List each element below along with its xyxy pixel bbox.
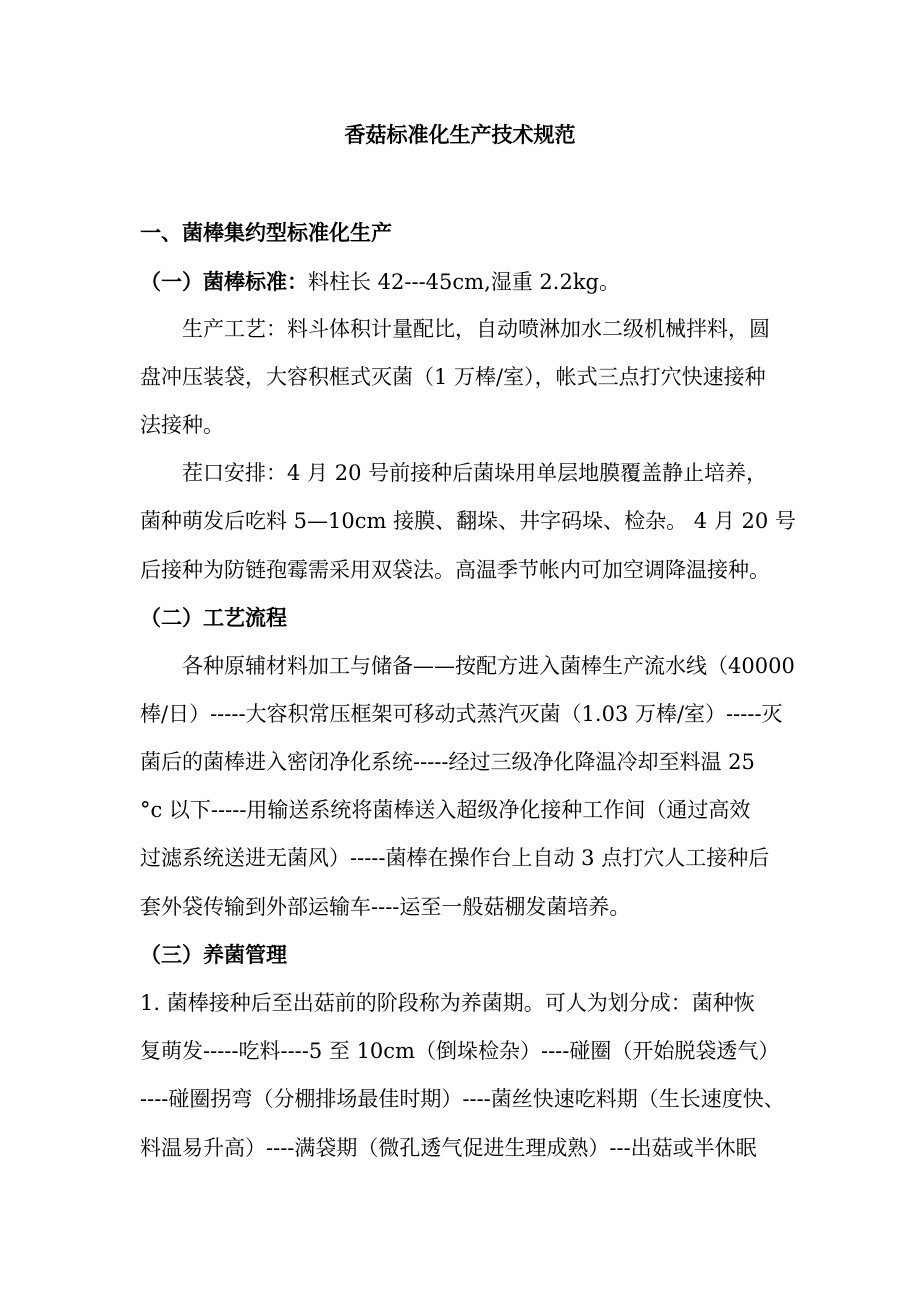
paragraph-line: 1. 菌棒接种后至出菇前的阶段称为养菌期。可人为划分成：菌种恢 — [140, 991, 755, 1015]
paragraph-line: ----碰圈拐弯（分棚排场最佳时期）----菌丝快速吃料期（生长速度快、 — [140, 1087, 785, 1111]
paragraph-line: 复萌发-----吃料----5 至 10cm（倒垛检杂）----碰圈（开始脱袋透气） — [140, 1039, 780, 1063]
paragraph-line: 后接种为防链孢霉需采用双袋法。高温季节帐内可加空调降温接种。 — [140, 558, 770, 582]
subsection-1-line — [140, 267, 620, 297]
paragraph-line: 盘冲压装袋，大容积框式灭菌（1 万棒/室），帐式三点打穴快速接种 — [140, 365, 766, 389]
subsection-1-label: （一）菌棒标准： — [140, 269, 308, 294]
paragraph-line: 料温易升高）----满袋期（微孔透气促进生理成熟）---出菇或半休眠 — [140, 1136, 757, 1160]
subsection-3-heading: （三）养菌管理 — [140, 942, 287, 967]
paragraph-line: 棒/日）-----大容积常压框架可移动式蒸汽灭菌（1.03 万棒/室）-----灭 — [140, 702, 783, 726]
paragraph-line: 茬口安排：4 月 20 号前接种后菌垛用单层地膜覆盖静止培养， — [182, 461, 768, 485]
paragraph-line: 法接种。 — [140, 413, 224, 437]
paragraph-line: 各种原辅材料加工与储备——按配方进入菌棒生产流水线（40000 — [182, 654, 795, 678]
paragraph-line: 套外袋传输到外部运输车----运至一般菇棚发菌培养。 — [140, 895, 631, 919]
paragraph-line: 菌后的菌棒进入密闭净化系统-----经过三级净化降温冷却至料温 25 — [140, 750, 755, 774]
paragraph-line: 菌种萌发后吃料 5—10cm 接膜、翻垛、井字码垛、检杂。 4 月 20 号 — [140, 509, 796, 533]
subsection-2-heading: （二）工艺流程 — [140, 605, 287, 630]
subsection-1-text: 料柱长 42---45cm,湿重 2.2kg。 — [308, 270, 620, 294]
paragraph-line: 生产工艺：料斗体积计量配比，自动喷淋加水二级机械拌料，圆 — [182, 317, 770, 341]
paragraph-line: °c 以下-----用输送系统将菌棒送入超级净化接种工作间（通过高效 — [140, 798, 751, 822]
document-title: 香菇标准化生产技术规范 — [344, 122, 576, 147]
paragraph-line: 过滤系统送进无菌风）-----菌棒在操作台上自动 3 点打穴人工接种后 — [140, 846, 770, 870]
section-heading-1: 一、菌棒集约型标准化生产 — [140, 220, 392, 245]
